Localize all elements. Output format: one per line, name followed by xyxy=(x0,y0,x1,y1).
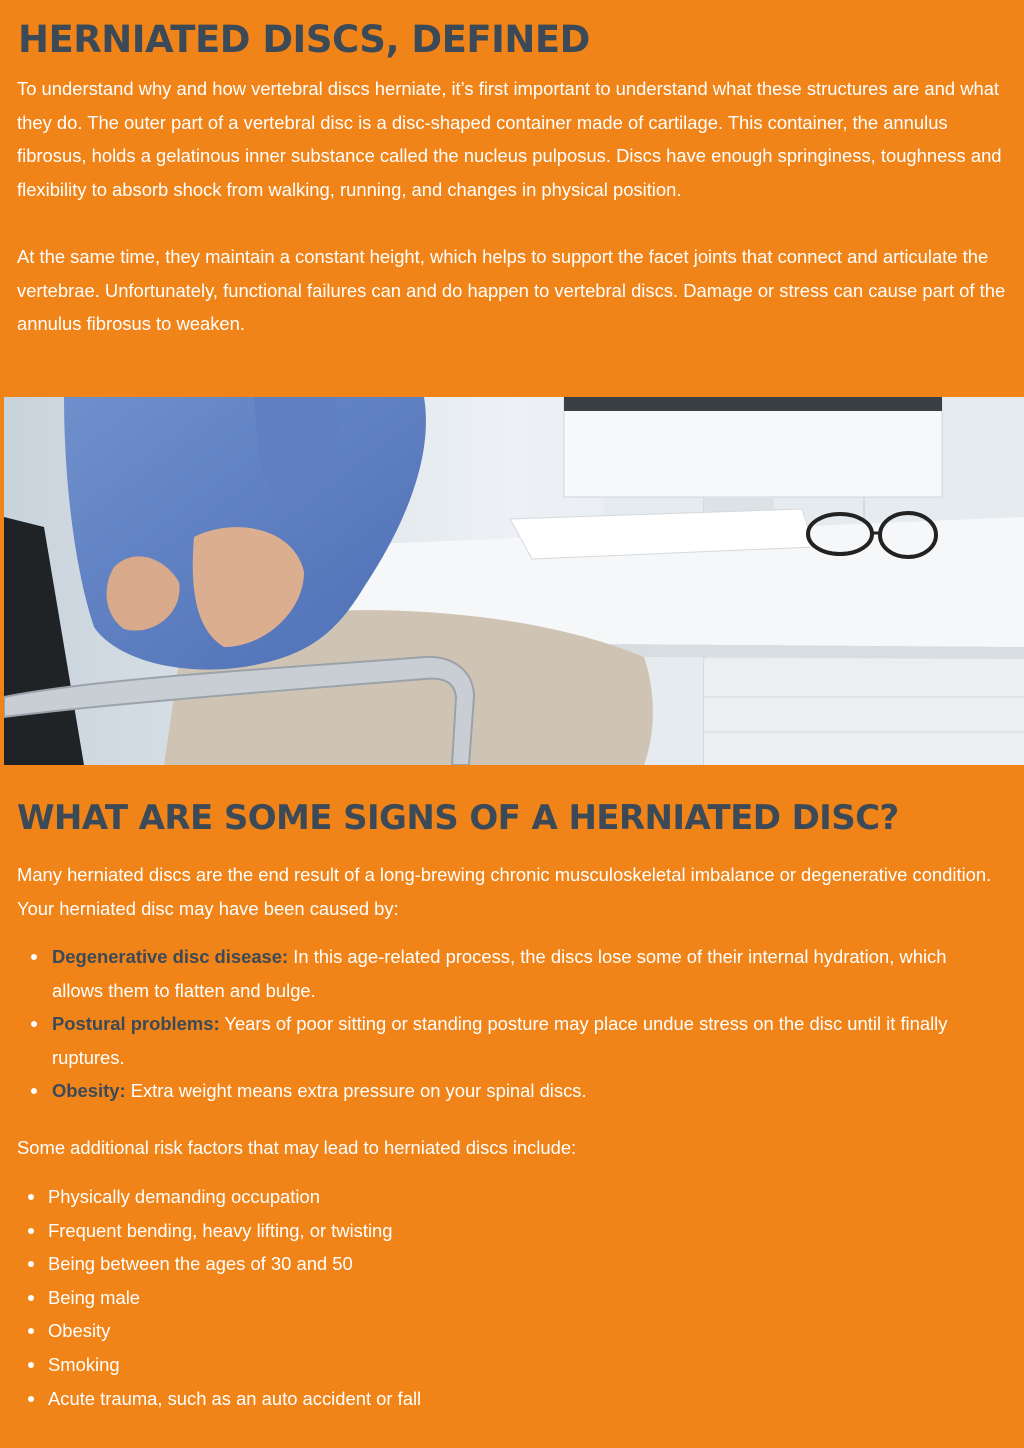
section-title-signs: WHAT ARE SOME SIGNS OF A HERNIATED DISC? xyxy=(17,798,899,838)
list-item: Being male xyxy=(48,1281,948,1315)
cause-text: In this age-related process, the discs lose some of their internal hydration, which allows them to flatten and bulge. xyxy=(52,946,947,1001)
list-item: Frequent bending, heavy lifting, or twisting xyxy=(48,1214,948,1248)
list-item: Smoking xyxy=(48,1348,948,1382)
back-pain-photo xyxy=(4,397,1024,765)
signs-intro-text: Many herniated discs are the end result of a long-brewing chronic musculoskeletal imbalance or degenerative condition. Your herniated disc may have been caused by: xyxy=(17,864,992,919)
causes-list xyxy=(52,940,992,1108)
risk-intro-text: Some additional risk factors that may lead to herniated discs include: xyxy=(17,1137,577,1158)
cause-term: Postural problems: xyxy=(52,1013,220,1035)
list-item: Obesity xyxy=(48,1314,948,1348)
cause-text: Years of poor sitting or standing posture may place undue stress on the disc until it finally ruptures. xyxy=(52,1013,948,1068)
list-item xyxy=(52,1007,992,1074)
list-item: Being between the ages of 30 and 50 xyxy=(48,1247,948,1281)
list-item xyxy=(52,940,992,1007)
intro-paragraph: To understand why and how vertebral discs herniate, it’s first important to understand what these structures are and what they do. The outer part of a vertebral disc is a disc-shaped container made of cartilage. This container, the annulus fibrosus, holds a gelatinous inner substance called the nucleus pulposus. Discs have enough springiness, toughness and flexibility to absorb shock from walking, running, and changes in physical position. xyxy=(17,78,1002,200)
risk-factors-list xyxy=(48,1180,948,1415)
cause-term: Degenerative disc disease: xyxy=(52,946,289,967)
section-title-herniated-discs: HERNIATED DISCS, DEFINED xyxy=(18,18,590,61)
list-item: Physically demanding occupation xyxy=(48,1180,948,1214)
list-item: Acute trauma, such as an auto accident or fall xyxy=(48,1382,948,1416)
cause-text: Extra weight means extra pressure on your spinal discs. xyxy=(125,1080,587,1102)
cause-term: Obesity: xyxy=(52,1080,126,1102)
intro-paragraph: At the same time, they maintain a constant height, which helps to support the facet joints that connect and articulate the vertebrae. Unfortunately, functional failures can and do happen to vertebral discs. Damage or stress can cause part of the annulus fibrosus to weaken. xyxy=(17,245,1006,335)
list-item xyxy=(52,1074,992,1108)
intro-text xyxy=(17,72,1007,374)
